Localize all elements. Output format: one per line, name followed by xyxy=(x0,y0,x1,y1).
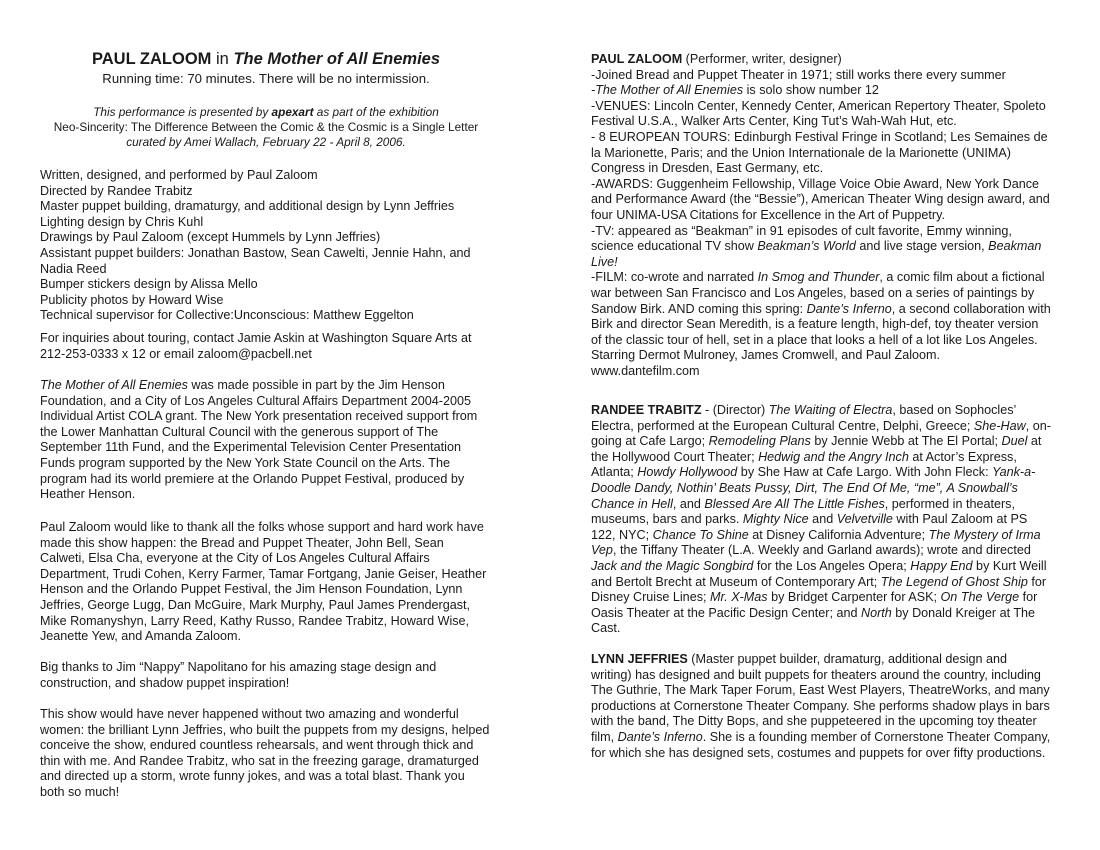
closing-thanks-paragraph: This show would have never happened without two amazing and wonderful women: the brilliant Lynn Jeffries, who built the puppets from my designs, helped conceive the show, endured countless rehearsals, and went through thick and thin with me. And Randee Trabitz, who sat in the freezing garage, dramaturged and directed up a storm, wrote funny jokes, and was a total blast. Thank you both so much! xyxy=(40,707,490,799)
work-title: The Waiting of Electra xyxy=(768,403,893,417)
credits-list xyxy=(40,168,492,324)
bio-text-segment: by Donald Kreiger at The Cast. xyxy=(591,605,1036,636)
credit-line: Lighting design by Chris Kuhl xyxy=(40,214,204,229)
bio-paul-zaloom xyxy=(591,52,1051,379)
bio-text-segment: , performed in theaters, museums, bars and parks. xyxy=(591,496,1015,527)
bio-name: LYNN JEFFRIES xyxy=(591,652,688,666)
credit-line: Written, designed, and performed by Paul Zaloom xyxy=(40,168,318,182)
running-time: Running time: 70 minutes. There will be no intermission. xyxy=(102,71,430,86)
exhibition-title: Neo-Sincerity: The Difference Between the Comic & the Cosmic is a Single Letter xyxy=(53,120,479,135)
bio-text-segment: for Oasis Theater at the Pacific Design Center; and xyxy=(591,590,1038,620)
show-title: The Mother of All Enemies xyxy=(233,50,441,68)
bio-film: -FILM: co-wrote and narrated In Smog and Thunder, a comic film about a fictional war between San Francisco and Los Angeles, based on a series of paintings by Sandow Birk. AND coming this spring: Dante’s Inferno, a second collaboration with Birk and director Sean Meredith, is a feature length, high-def, toy theater version of the classic tour of hell, set in a place that looks a hell of a lot like Los Angeles. Starring Dermot Mulroney, James Cromwell, and Paul Zaloom. www.dantefilm.com xyxy=(591,270,1051,378)
bio-text-segment: , the Tiffany Theater (L.A. Weekly and Garland awards); wrote and directed xyxy=(612,543,1031,558)
credit-line: Publicity photos by Howard Wise xyxy=(40,292,224,307)
bio-name: PAUL ZALOOM xyxy=(591,52,683,66)
bio-text-segment: with Paul Zaloom at PS 122, NYC; xyxy=(591,512,1028,542)
work-title: The Mystery of Irma Vep xyxy=(591,527,1041,558)
credit-line: Assistant puppet builders: Jonathan Bastow, Sean Cawelti, Jennie Hahn, and Nadia Reed xyxy=(40,245,471,276)
thanks-paragraph: Paul Zaloom would like to thank all the folks whose support and hard work have made this show happen: the Bread and Puppet Theater, John Bell, Sean Calweti, Elsa Cha, everyone at the City of Los Angeles Cultural Affairs Department, Trudi Cohen, Kerry Farmer, Tamar Fortgang, Janie Geiser, Heather Henson and the Orlando Puppet Festival, the Jim Henson Foundation, Lynn Jeffries, George Lugg, Dan McGuire, Mark Murphy, Paul James Prendergast, Mike Romanyshyn, Larry Reed, Kathy Russo, Randee Trabitz, Howard Wise, Jeanette Yew, and Amanda Zaloom. xyxy=(40,520,487,644)
credit-line: Technical supervisor for Collective:Unconscious: Matthew Eggelton xyxy=(40,308,414,323)
presenter-org: apexart xyxy=(271,105,314,119)
work-title: On The Verge xyxy=(940,590,1020,605)
bio-role: (Performer, writer, designer) xyxy=(682,52,842,66)
bio-lynn-jeffries: LYNN JEFFRIES (Master puppet builder, dramaturg, additional design and writing) has designed and built puppets for theaters around the country, including The Guthrie, The Mark Taper Forum, East West Players, TheatreWorks, and many productions at Cornerstone Theater Company. She performs shadow plays in bars with the band, The Ditty Bops, and she puppeteered in the upcoming toy theater film, Dante’s Inferno. She is a founding member of Cornerstone Theater Company, for which she has designed sets, costumes and puppets for over fifty productions. xyxy=(591,652,1051,760)
support-show-title: The Mother of All Enemies xyxy=(40,378,188,392)
credit-line: Bumper stickers design by Alissa Mello xyxy=(40,277,258,292)
bio-text-segment: for the Los Angeles Opera; xyxy=(753,558,911,573)
bio-text-segment: by Bridget Carpenter for ASK; xyxy=(767,590,941,605)
support-paragraph xyxy=(40,378,492,503)
bio-venues: -VENUES: Lincoln Center, Kennedy Center, American Repertory Theater, Spoleto Festival U.S.A., Walker Arts Center, King Tut’s Wah-Wah Hut, etc. xyxy=(591,98,1046,129)
bio-randee-trabitz xyxy=(591,403,1051,637)
program-header xyxy=(40,49,492,87)
bio-line: is solo show number 12 xyxy=(743,83,879,98)
work-title: Blessed Are All The Little Fishes xyxy=(704,496,885,511)
work-title: Duel xyxy=(1001,434,1028,449)
bio-show-title: -The Mother of All Enemies xyxy=(591,83,744,98)
work-title: North xyxy=(860,605,892,620)
work-title: The Legend of Ghost Ship xyxy=(880,574,1028,589)
program-title xyxy=(40,49,492,70)
trabitz-bio-text xyxy=(591,403,1051,637)
bio-text-segment: , based on Sophocles’ Electra, performed at the European Cultural Centre, Delphi, Greece; xyxy=(591,403,1016,433)
work-title: Chance To Shine xyxy=(652,527,749,542)
curator-line: curated by Amei Wallach, February 22 - April 8, 2006. xyxy=(126,135,406,150)
presented-post: as part of the exhibition xyxy=(313,105,439,119)
support-text: was made possible in part by the Jim Henson Foundation, and a City of Los Angeles Cultural Affairs Department 2004-2005 Individual Artist COLA grant. The New York presentation received support from the Lower Manhattan Cultural Council with the generous support of The September 11th Fund, and the Experimental Television Center Presentation Funds program supported by the New York State Council on the Arts. The program had its world premiere at the Orlando Puppet Festival, produced by Heather Henson. xyxy=(40,378,478,502)
title-connector: in xyxy=(211,50,234,68)
bio-text-segment: , on-going at Cafe Largo; xyxy=(591,418,1051,449)
bio-text-segment: by Jennie Webb at The El Portal; xyxy=(810,434,1002,449)
bio-awards: -AWARDS: Guggenheim Fellowship, Village Voice Obie Award, New York Dance and Performance Award (the “Bessie”), American Theater Wing design award, and four UNIMA-USA Citations for Excellence in the Art of Puppetry. xyxy=(591,176,1050,222)
work-title: Velvetville xyxy=(836,512,893,527)
bio-name: RANDEE TRABITZ xyxy=(591,403,702,417)
bio-text-segment: by Kurt Weill and Bertolt Brecht at Museum of Contemporary Art; xyxy=(591,558,1047,589)
work-title: Yank-a-Doodle Dandy, Nothin’ Beats Pussy, Dirt, The End Of Me, “me”, A Snowball’s Chance in Hell xyxy=(591,465,1036,511)
presented-pre: This performance is presented by xyxy=(93,105,272,119)
work-title: Howdy Hollywood xyxy=(637,465,738,480)
bio-text-segment: at Disney California Adventure; xyxy=(748,527,929,542)
credit-line: Master puppet building, dramaturgy, and additional design by Lynn Jeffries xyxy=(40,199,455,214)
work-title: Happy End xyxy=(910,558,973,573)
bio-tv: -TV: appeared as “Beakman” in 91 episodes of cult favorite, Emmy winning, science educational TV show Beakman’s World and live stage version, Beakman Live! xyxy=(591,223,1042,269)
credit-line: Directed by Randee Trabitz xyxy=(40,183,193,198)
work-title: Mighty Nice xyxy=(742,512,809,527)
bio-text-segment: - (Director) xyxy=(701,403,769,417)
presented-by-block xyxy=(40,105,492,151)
work-title: Remodeling Plans xyxy=(708,434,811,449)
touring-inquiries: For inquiries about touring, contact Jamie Askin at Washington Square Arts at 212-253-0333 x 12 or email zaloom@pacbell.net xyxy=(40,331,472,361)
work-title: Jack and the Magic Songbird xyxy=(591,558,754,573)
bio-text-segment: at Actor’s Express, Atlanta; xyxy=(591,449,1017,480)
nappy-thanks-paragraph: Big thanks to Jim “Nappy” Napolitano for his amazing stage design and construction, and shadow puppet inspiration! xyxy=(40,660,437,690)
bio-text-segment: , and xyxy=(672,496,705,511)
performer-name: PAUL ZALOOM xyxy=(91,50,212,68)
work-title: She-Haw xyxy=(973,418,1026,433)
credit-line: Drawings by Paul Zaloom (except Hummels by Lynn Jeffries) xyxy=(40,230,381,245)
work-title: Hedwig and the Angry Inch xyxy=(758,449,909,464)
bio-text-segment: for Disney Cruise Lines; xyxy=(591,574,1047,605)
bio-text-segment: at the Hollywood Court Theater; xyxy=(591,434,1042,464)
bio-text-segment: and xyxy=(808,512,837,527)
bio-text-segment: by She Haw at Cafe Largo. With John Fleck: xyxy=(737,465,993,480)
bio-line: -Joined Bread and Puppet Theater in 1971; still works there every summer xyxy=(591,67,1006,82)
work-title: Mr. X-Mas xyxy=(710,590,768,605)
bio-tours: - 8 EUROPEAN TOURS: Edinburgh Festival Fringe in Scotland; Les Semaines de la Marionette, Paris; and the Union Internationale de la Marionette (UNIMA) Congress in Dresden, East Germany, etc. xyxy=(591,129,1048,176)
